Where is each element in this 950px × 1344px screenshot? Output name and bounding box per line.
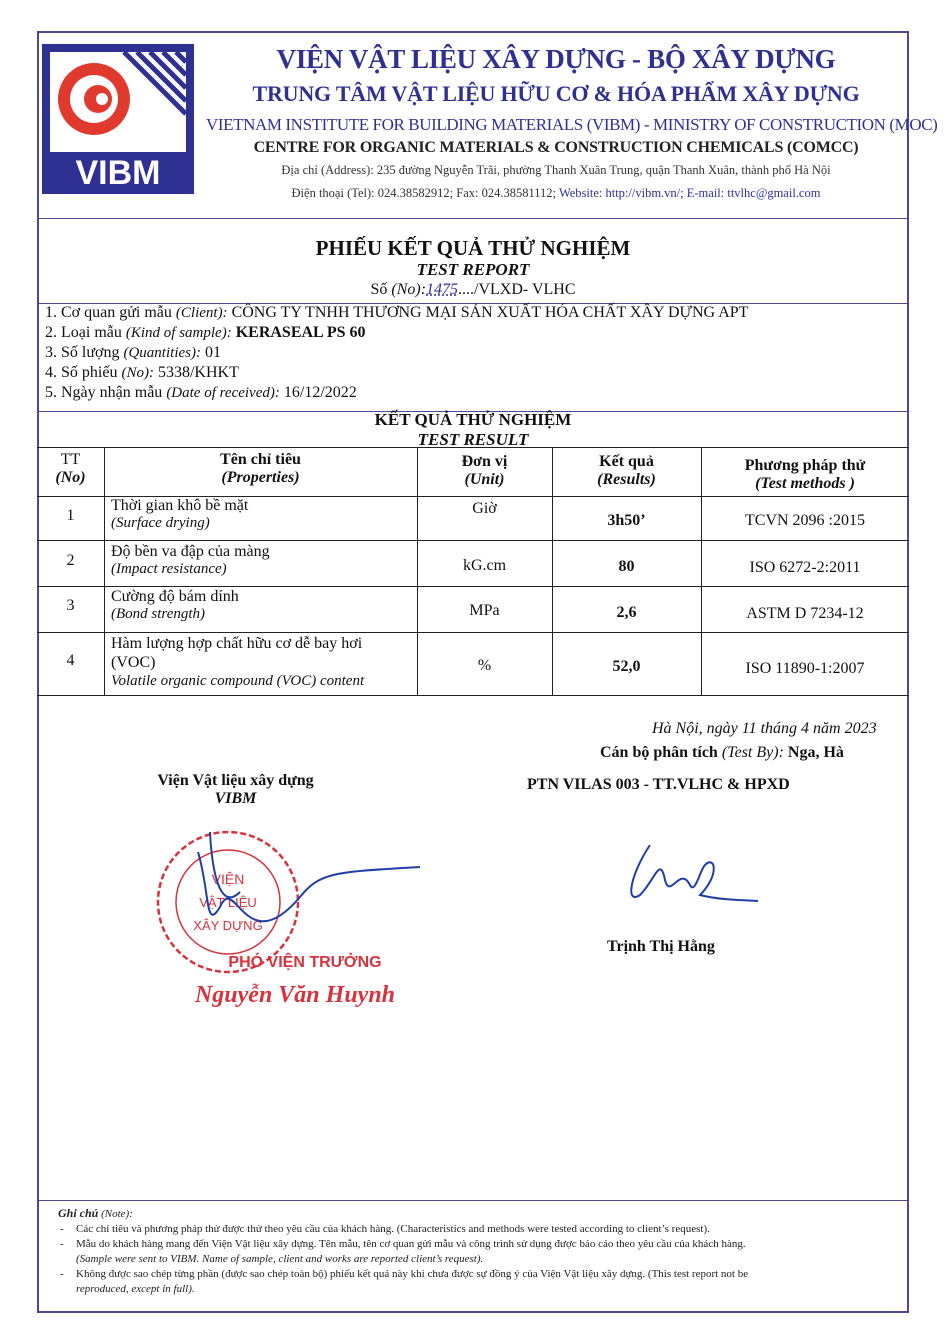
centre-name-en: CENTRE FOR ORGANIC MATERIALS & CONSTRUCTION CHEMICALS (COMCC) bbox=[253, 139, 859, 156]
col-header-properties: Tên chỉ tiêu (Properties) bbox=[220, 451, 301, 486]
col-header-methods: Phương pháp thử (Test methods ) bbox=[744, 457, 866, 492]
row4-property: Hàm lượng hợp chất hữu cơ dễ bay hơi (VOC) Volatile organic compound (VOC) content bbox=[111, 635, 365, 689]
report-title-vn: PHIẾU KẾT QUẢ THỬ NGHIỆM bbox=[315, 236, 631, 260]
report-title-en: TEST REPORT bbox=[416, 260, 530, 279]
row4-unit: % bbox=[477, 657, 492, 674]
row2-method: ISO 6272-2:2011 bbox=[749, 559, 861, 576]
row2-result: 80 bbox=[618, 558, 635, 575]
notes-section: Ghi chú (Note): - Các chỉ tiêu và phương pháp thử được thử theo yêu cầu của khách hàng. (Characteristics and methods were tested according to client’s request). - Mẫu do khách hàng mang đến Viện Vật liệu xây dựng. Tên mẫu, tên cơ quan gửi mẫu và công trình sử dụng được báo cáo theo yêu cầu của khách hàng. (Sample were sent to VIBM. Name of sample, client and works are reported client’s request). - Không được sao chép từng phần (được sao chép toàn bộ) phiếu kết quả này khi chưa được sự đồng ý của Viện Vật liệu xây dựng. (This test report not be reproduced, except in full). bbox=[58, 1206, 898, 1297]
svg-text:VẬT LIỆU: VẬT LIỆU bbox=[199, 895, 257, 910]
row3-method: ASTM D 7234-12 bbox=[746, 605, 864, 622]
website-email[interactable]: Website: http://vibm.vn/; E-mail: ttvlhc@gmail.com bbox=[558, 186, 821, 200]
svg-text:VIBM: VIBM bbox=[75, 154, 161, 192]
row3-unit: MPa bbox=[469, 602, 500, 619]
svg-text:VIỆN: VIỆN bbox=[211, 871, 245, 887]
header-divider bbox=[37, 218, 909, 219]
row3-result: 2,6 bbox=[616, 604, 637, 621]
row4-method: ISO 11890-1:2007 bbox=[745, 660, 865, 677]
col-header-results: Kết quả (Results) bbox=[597, 453, 656, 488]
results-title-en: TEST RESULT bbox=[417, 430, 529, 449]
row3-property: Cường độ bám dính (Bond strength) bbox=[111, 588, 239, 622]
info-client: 1. Cơ quan gửi mẫu (Client): CÔNG TY TNHH THƯƠNG MẠI SẢN XUẤT HÓA CHẤT XÂY DỰNG APT bbox=[45, 304, 749, 321]
row2-no: 2 bbox=[66, 552, 75, 569]
row1-method: TCVN 2096 :2015 bbox=[745, 512, 865, 529]
row1-property: Thời gian khô bề mặt (Surface drying) bbox=[111, 497, 249, 531]
analyst-signature bbox=[620, 835, 760, 915]
row1-unit: Giờ bbox=[472, 500, 497, 517]
institute-name-en: VIETNAM INSTITUTE FOR BUILDING MATERIALS (VIBM) - MINISTRY OF CONSTRUCTION (MOC) bbox=[206, 115, 938, 134]
info-date-received: 5. Ngày nhận mẫu (Date of received): 16/12/2022 bbox=[45, 384, 357, 401]
vibm-logo bbox=[42, 44, 194, 194]
analyst-name: Trịnh Thị Hằng bbox=[607, 938, 715, 955]
row2-property: Độ bền va đập của màng (Impact resistance) bbox=[111, 543, 270, 577]
col-header-no: TT (No) bbox=[55, 451, 86, 486]
row4-no: 4 bbox=[66, 652, 75, 669]
row1-result: 3h50’ bbox=[607, 512, 646, 529]
note-3: - Không được sao chép từng phần (được sao chép toàn bộ) phiếu kết quả này khi chưa được sự đồng ý của Viện Vật liệu xây dựng. (This test report not be reproduced, except in full). bbox=[58, 1267, 898, 1297]
institute-signatory: Viện Vật liệu xây dựng VIBM bbox=[157, 772, 314, 807]
row1-no: 1 bbox=[66, 507, 75, 524]
institute-name-vn: VIỆN VẬT LIỆU XÂY DỰNG - BỘ XÂY DỰNG bbox=[276, 44, 836, 74]
row4-result: 52,0 bbox=[612, 658, 641, 675]
svg-text:XÂY DỰNG: XÂY DỰNG bbox=[193, 918, 263, 933]
info-kind: 2. Loại mẫu (Kind of sample): KERASEAL PS 60 bbox=[45, 324, 366, 341]
col-header-unit: Đơn vị (Unit) bbox=[461, 453, 508, 488]
svg-text:Nguyễn Văn Huynh: Nguyễn Văn Huynh bbox=[194, 982, 396, 1008]
row3-no: 3 bbox=[66, 597, 75, 614]
centre-name-vn: TRUNG TÂM VẬT LIỆU HỮU CƠ & HÓA PHẨM XÂY DỰNG bbox=[252, 81, 860, 106]
report-number: Số (No):1475..../VLXD- VLHC bbox=[370, 281, 576, 298]
contact-line bbox=[206, 186, 906, 201]
address: Địa chỉ (Address): 235 đường Nguyễn Trãi, phường Thanh Xuân Trung, quận Thanh Xuân, thành phố Hà Nội bbox=[281, 163, 831, 177]
note-2: - Mẫu do khách hàng mang đến Viện Vật liệu xây dựng. Tên mẫu, tên cơ quan gửi mẫu và công trình sử dụng được báo cáo theo yêu cầu của khách hàng. (Sample were sent to VIBM. Name of sample, client and works are reported client’s request). bbox=[58, 1237, 898, 1267]
notes-divider bbox=[37, 1200, 909, 1201]
row2-unit: kG.cm bbox=[462, 557, 507, 574]
svg-text:PHÓ VIỆN TRƯỞNG: PHÓ VIỆN TRƯỞNG bbox=[228, 954, 382, 971]
official-stamp bbox=[150, 812, 440, 1017]
tested-by: Cán bộ phân tích (Test By): Nga, Hà bbox=[600, 744, 844, 761]
info-quantity: 3. Số lượng (Quantities): 01 bbox=[45, 344, 221, 361]
phone-fax: Điện thoại (Tel): 024.38582912; Fax: 024.38581112; bbox=[291, 186, 557, 200]
report-number-value: 1475 bbox=[426, 281, 459, 298]
info-sheet-no: 4. Số phiếu (No): 5338/KHKT bbox=[45, 364, 239, 381]
results-title-vn: KẾT QUẢ THỬ NGHIỆM bbox=[374, 410, 572, 429]
note-1: - Các chỉ tiêu và phương pháp thử được thử theo yêu cầu của khách hàng. (Characteristics and methods were tested according to client’s request). bbox=[58, 1222, 898, 1237]
place-date: Hà Nội, ngày 11 tháng 4 năm 2023 bbox=[652, 720, 877, 737]
lab-name: PTN VILAS 003 - TT.VLHC & HPXD bbox=[527, 776, 790, 793]
